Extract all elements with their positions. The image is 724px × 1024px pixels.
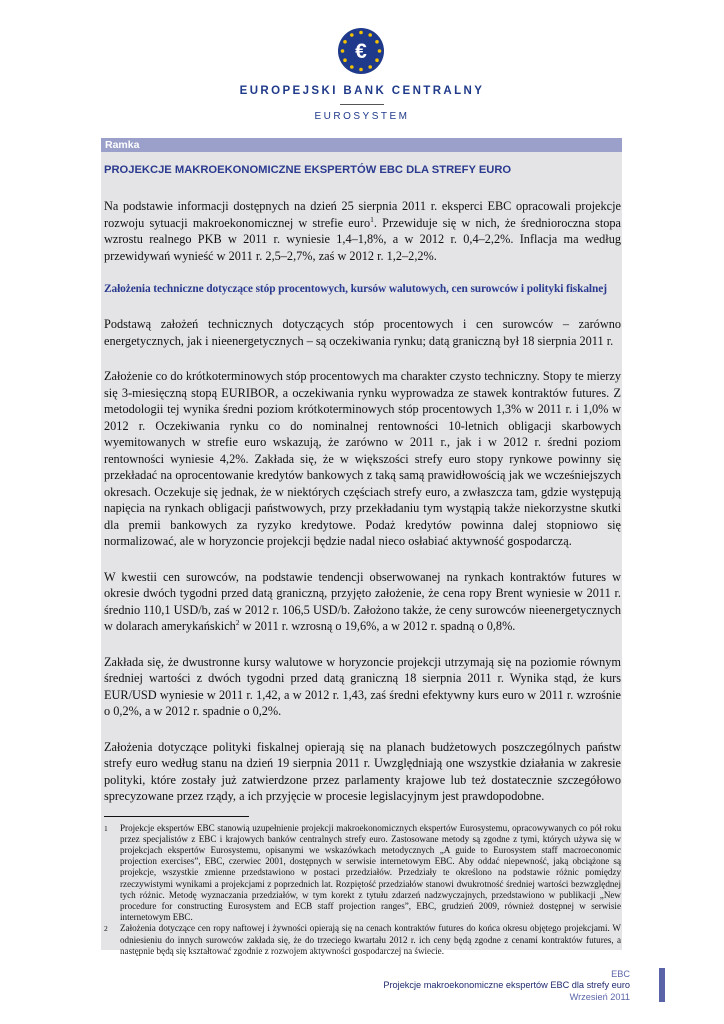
footer-publisher: EBC (611, 969, 630, 979)
system-name: EUROSYSTEM (314, 111, 410, 122)
exchange-rates-paragraph: Zakłada się, że dwustronne kursy walutowe w horyzoncie projekcji utrzymają się na poziomie równym średniej wartości z dwóch tygodni przed datą graniczną 18 sierpnia 2011 r. Wynika stąd, że kurs EUR/USD wyniesie w 2011 r. 1,42, a w 2012 r. 1,43, zaś średni efektywny kurs euro w 2011 r. wzrośnie o 0,2%, a w 2012 r. spadnie o 0,2%. (104, 654, 621, 718)
box-title: PROJEKCJE MAKROEKONOMICZNE EKSPERTÓW EBC DLA STREFY EURO (104, 164, 512, 176)
footnote-ref-2[interactable]: 2 (235, 617, 240, 627)
page-footer (383, 969, 630, 1003)
footnote-2 (104, 923, 621, 957)
box-label-bar (101, 138, 622, 152)
interest-rates-paragraph: Założenie co do krótkoterminowych stóp procentowych ma charakter czysto techniczny. Stopy te mierzy się 3-miesięczną stopą EURIBOR, a oczekiwania rynku wyprowadza ze stawek kontraktów futures. Z metodologii tej wynika średni poziom krótkoterminowych stóp procentowych 1,3% w 2011 r. i 1,0% w 2012 r. Oczekiwania rynku co do nominalnej rentowności 10-letnich obligacji skarbowych wyemitowanych w strefie euro wskazują, że zarówno w 2011 r., jak i w 2012 r. średni poziom rentowności wyniesie 4,2%. Zakłada się, że w większości strefy euro stopy rynkowe powinny się przekładać na oprocentowanie kredytów bankowych z taką samą prawidłowością jak we wcześniejszych okresach. Oczekuje się jednak, że w niektórych częściach strefy euro, a zwłaszcza tam, gdzie występują napięcia na rynkach obligacji państwowych, przy przekładaniu tym wystąpią także niekorzystne skutki dla premii bankowych za ryzyko kredytowe. Podaż kredytów powinna dalej stopniowo się normalizować, ale w horyzoncie projekcji będzie nadal nieco osłabiać aktywność gospodarczą. (104, 369, 621, 548)
footnote-divider (104, 816, 249, 817)
box-label: Ramka (105, 139, 140, 151)
footer-title: Projekcje makroekonomiczne ekspertów EBC dla strefy euro (383, 980, 630, 991)
box-panel (101, 138, 622, 956)
footer-date: Wrzesień 2011 (569, 991, 630, 1002)
footnote-text: Założenia dotyczące cen ropy naftowej i żywności opierają się na cenach kontraktów futures do końca okresu objętego projekcjami. W odniesieniu do innych surowców zakłada się, że do trzeciego kwartału 2012 r. ich ceny będą zgodne z cenami kontraktów futures, a następnie będą się kształtować zgodnie z rozwojem aktywności gospodarczej na świecie. (120, 923, 621, 956)
footer-page-marker (659, 968, 665, 1002)
page-header (0, 0, 724, 130)
fiscal-policy-paragraph: Założenia dotyczące polityki fiskalnej opierają się na planach budżetowych poszczególnych państw strefy euro według stanu na dzień 19 sierpnia 2011 r. Uwzględniają one wszystkie działania w zakresie polityki, które zostały już zatwierdzone przez parlamenty krajowe lub też dostatecznie szczegółowo sprecyzowane przez rządy, a ich przyjęcie w procesie legislacyjnym jest prawdopodobne. (104, 739, 621, 803)
box-content (104, 164, 621, 957)
commodities-paragraph: W kwestii cen surowców, na podstawie tendencji obserwowanej na rynkach kontraktów futures w okresie dwóch tygodni przed datą graniczną, przyjęto założenie, że cena ropy Brent wyniesie w 2011 r. średnio 110,1 USD/b, zaś w 2012 r. 106,5 USD/b. Założono także, że ceny surowców nieenergetycznych w dolarach amerykańskich$^2$ w 2011 r. wzrosną o 19,6%, a w 2012 r. spadną o 0,8%. (104, 569, 621, 633)
bank-name: EUROPEJSKI BANK CENTRALNY (239, 85, 485, 97)
footnote-number: 1 (104, 823, 108, 833)
footnote-text: Projekcje ekspertów EBC stanowią uzupełnienie projekcji makroekonomicznych ekspertów Eurosystemu, opracowywanych co pół roku przez specjalistów z EBC i krajowych banków centralnych strefy euro. Zastosowane metody są zgodne z tymi, których używa się w projekcjach ekspertów Eurosystemu, opisanymi we wskazówkach metodycznych „A guide to Eurosystem staff macroeconomic projection exercises”, EBC, czerwiec 2001, dostępnych w serwisie internetowym EBC. Aby oddać niepewność, jaką obciążone są projekcje, wszystkie zmienne przedstawiono w postaci przedziałów. Przedziały te określono na podstawie różnic pomiędzy rzeczywistymi wynikami a projekcjami z poprzednich lat. Rozpiętość przedziałów stanowi dwukrotność średniej wartości bezwzględnej tych różnic. Metodę wyznaczania przedziałów, w tym korekt z tytułu zdarzeń nadzwyczajnych, przedstawiono w publikacji „New procedure for constructing Eurosystem and ECB staff projection ranges”, EBC, grudzień 2009, również dostępnej w serwisie internetowym EBC. (120, 822, 621, 923)
euro-star-logo-icon (337, 27, 385, 75)
footnote-1 (104, 823, 621, 924)
header-divider (340, 104, 384, 105)
footnote-ref-1[interactable]: 1 (370, 214, 374, 224)
intro-paragraph: Na podstawie informacji dostępnych na dzień 25 sierpnia 2011 r. eksperci EBC opracowali projekcje rozwoju sytuacji makroekonomicznej w strefie euro$^1$. Przewiduje się w nich, że średnioroczna stopa wzrostu realnego PKB w 2011 r. wyniesie 1,4–1,8%, a w 2012 r. 0,4–2,2%. Inflacja ma według przewidywań wynieść w 2011 r. 2,5–2,7%, zaś w 2012 r. 1,2–2,2%. (104, 199, 621, 263)
footnote-number: 2 (104, 924, 108, 934)
basis-paragraph: Podstawą założeń technicznych dotyczących stóp procentowych i cen surowców – zarówno energetycznych, jak i nieenergetycznych – są oczekiwania rynku; datą graniczną był 18 sierpnia 2011 r. (104, 317, 621, 348)
svg-text:€: € (355, 40, 367, 63)
section-subheading: Założenia techniczne dotyczące stóp procentowych, kursów walutowych, cen surowców i polityki fiskalnej (104, 283, 607, 295)
